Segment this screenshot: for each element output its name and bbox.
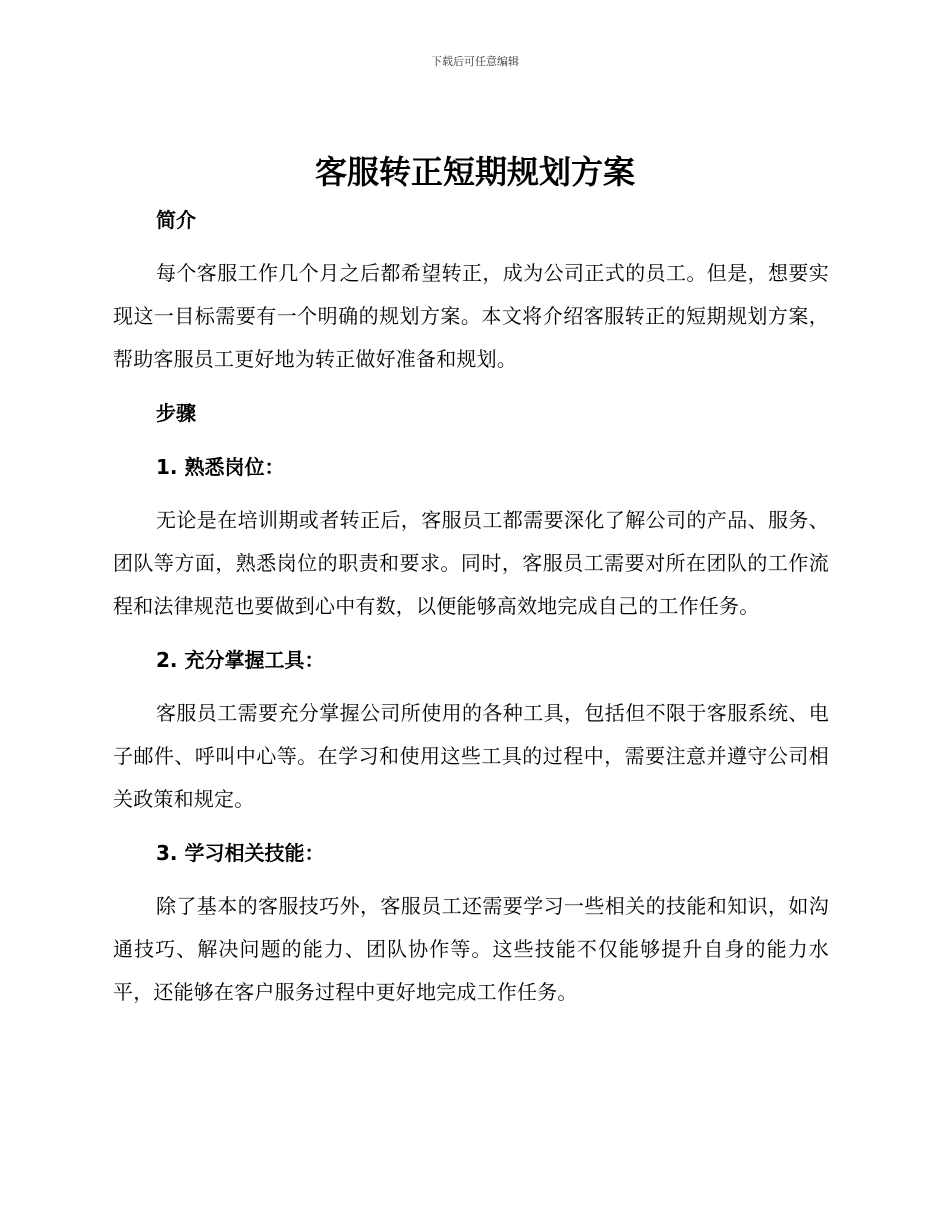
paragraph-step-1: 无论是在培训期或者转正后，客服员工都需要深化了解公司的产品、服务、团队等方面，熟悉岗位的职责和要求。同时，客服员工需要对所在团队的工作流程和法律规范也要做到心中有数，以便能够高效地完成自己的工作任务。 xyxy=(113,508,829,618)
paragraph-intro: 每个客服工作几个月之后都希望转正，成为公司正式的员工。但是，想要实现这一目标需要有一个明确的规划方案。本文将介绍客服转正的短期规划方案，帮助客服员工更好地为转正做好准备和规划。 xyxy=(113,261,829,371)
paragraph-step-3: 除了基本的客服技巧外，客服员工还需要学习一些相关的技能和知识，如沟通技巧、解决问题的能力、团队协作等。这些技能不仅能够提升自身的能力水平，还能够在客户服务过程中更好地完成工作任务。 xyxy=(113,894,829,1004)
section-heading-intro: 简介 xyxy=(156,208,196,232)
step-heading-2: 2. 充分掌握工具： xyxy=(156,648,325,672)
page-header-note: 下载后可任意编辑 xyxy=(431,55,519,68)
section-heading-steps: 步骤 xyxy=(156,401,196,425)
paragraph-step-2: 客服员工需要充分掌握公司所使用的各种工具，包括但不限于客服系统、电子邮件、呼叫中心等。在学习和使用这些工具的过程中，需要注意并遵守公司相关政策和规定。 xyxy=(113,701,829,811)
step-heading-1: 1. 熟悉岗位： xyxy=(156,455,285,479)
document-body xyxy=(113,198,829,1014)
step-heading-3: 3. 学习相关技能： xyxy=(156,841,325,865)
document-title: 客服转正短期规划方案 xyxy=(314,153,635,191)
